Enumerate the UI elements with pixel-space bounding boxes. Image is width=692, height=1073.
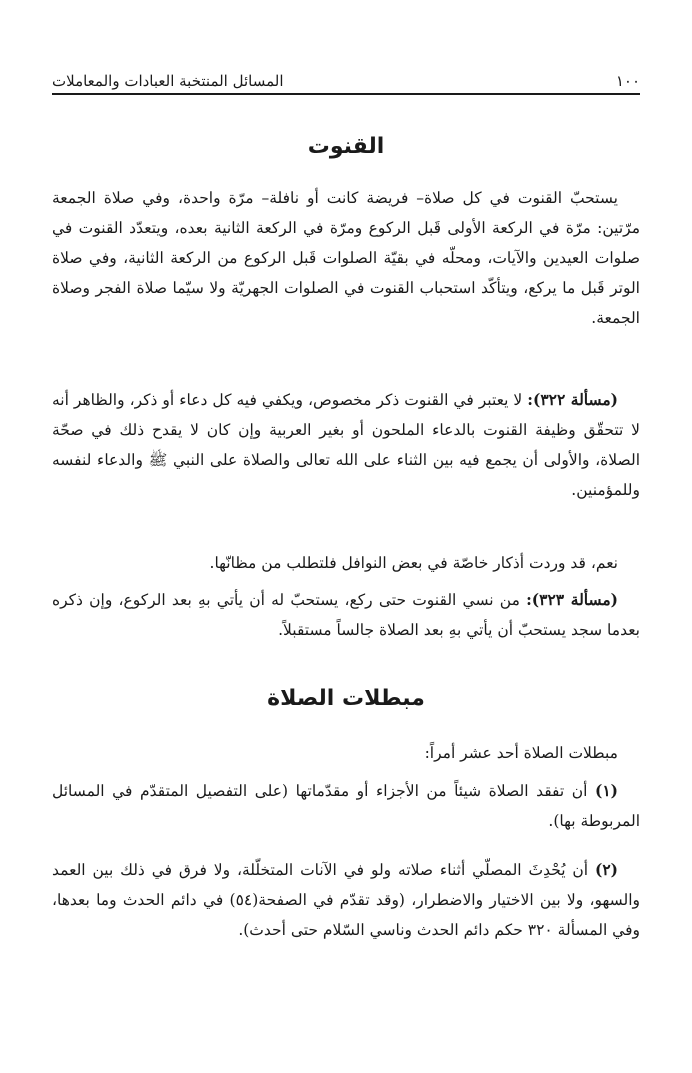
running-header [52, 64, 640, 90]
issue-322-paragraph [52, 385, 640, 505]
item-2-number: (٢) [594, 860, 618, 879]
issue-323-label: (مسألة ٣٢٣): [526, 590, 618, 609]
invalidators-intro: مبطلات الصلاة أحد عشر أمراً: [424, 744, 618, 762]
issue-322-text: لا يعتبر في القنوت ذكر مخصوص، ويكفي فيه كل دعاء أو ذكر، والظاهر أنه لا تتحقّق وظيفة القنوت بالدعاء الملحون أو بغير العربية وإن كان لا يقدح ذلك في صحّة الصلاة، والأولى أن يجمع فيه بين الثناء على الله تعالى والصلاة على النبي ﷺ والدعاء لنفسه وللمؤمنين. [52, 391, 641, 499]
item-1-number: (١) [594, 781, 618, 800]
note-paragraph: نعم، قد وردت أذكار خاصّة في بعض النوافل فلتطلب من مظانّها. [209, 554, 618, 572]
section-heading-invalidators: مبطلات الصلاة [267, 686, 425, 711]
issue-323-text: من نسي القنوت حتى ركع، يستحبّ له أن يأتي بهِ بعد الركوع، وإن ذكره بعدما سجد يستحبّ أن يأتي بهِ بعد الصلاة جالساً مستقبلاً. [52, 591, 640, 639]
section-heading-qunut: القنوت [307, 134, 385, 159]
invalidator-item-1 [52, 776, 640, 836]
item-2-text: أن يُحْدِثَ المصلّي أثناء صلاته ولو في الآنات المتخلّلة، ولا فرق في ذلك بين العمد والسهو، ولا بين الاختيار والاضطرار، (وقد تقدّم في الصفحة(٥٤) في دائم الحدث وما بعدها، وفي المسألة ٣٢٠ حكم دائم الحدث وناسي السّلام حتى أحدث). [52, 861, 641, 939]
issue-322-label: (مسألة ٣٢٢): [527, 390, 618, 409]
qunut-intro-paragraph: يستحبّ القنوت في كل صلاة– فريضة كانت أو نافلة– مرّة واحدة، وفي صلاة الجمعة مرّتين: مرّة في الركعة الأولى قَبل الركوع ومرّة في الركعة الثانية بعده، ويتعدّد القنوت في صلوات العيدين والآيات، ومحلّه في بقيّة الصلوات قَبل الركوع من الركعة الثانية، وفي صلاة الوتر قَبل ما يركع، ويتأكّد استحباب القنوت في الصلوات الجهريّة ولا سيّما صلاة الفجر وصلاة الجمعة. [52, 189, 640, 327]
book-title: المسائل المنتخبة العبادات والمعاملات [52, 72, 284, 90]
item-1-text: أن تفقد الصلاة شيئاً من الأجزاء أو مقدّماتها (على التفصيل المتقدّم في المسائل المربوطة بها). [52, 782, 640, 830]
page-number: ١٠٠ [615, 72, 640, 90]
invalidator-item-2 [52, 855, 640, 945]
header-rule [52, 93, 640, 95]
issue-323-paragraph [52, 585, 640, 645]
